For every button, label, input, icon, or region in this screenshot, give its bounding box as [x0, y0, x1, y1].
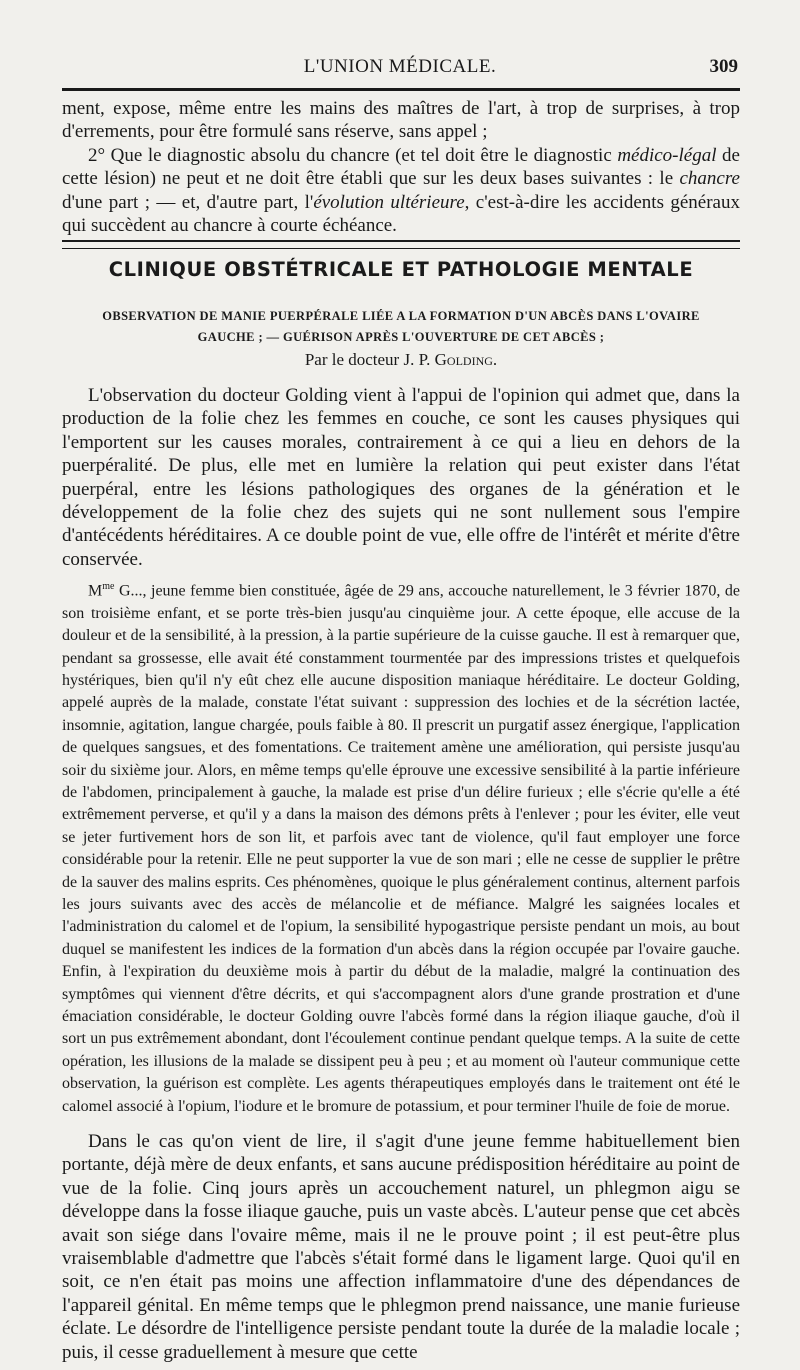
case-block — [62, 576, 740, 1118]
continuation-paragraph-2: 2° Que le diagnostic absolu du chancre (et tel doit être le diagnostic médico-légal de cette lésion) ne peut et ne doit être établi que sur les deux bases suivantes : le chancre d'une part ; — et, d'autre part, l'évolution ultérieure, c'est-à-dire les accidents généraux qui succèdent au chancre à courte échéance. — [62, 144, 740, 237]
observation-title — [62, 306, 740, 348]
continuation-paragraph-1: ment, expose, même entre les mains des maîtres de l'art, à trop de surprises, à trop d'errements, pour être formulé sans réserve, sans appel ; — [62, 98, 740, 143]
section-title: CLINIQUE OBSTÉTRICALE ET PATHOLOGIE MENTALE — [108, 258, 694, 281]
author-name: Golding. — [434, 350, 498, 369]
byline: Par le docteur J. P. Golding. — [304, 350, 498, 369]
running-title: L'UNION MÉDICALE. — [303, 56, 497, 77]
intro-paragraph: L'observation du docteur Golding vient à l'appui de l'opinion qui admet que, dans la production de la folie chez les femmes en couche, ce sont les causes physiques qui l'emportent sur les causes morales, contrairement à ce qui a lieu en dehors de la puerpéralité. De plus, elle met en lumière la relation qui peut exister dans l'état puerpéral, entre les lésions pathologiques des organes de la génération et le développement de la folie chez des sujets qui ne sont nullement sous l'empire d'antécédents héréditaires. A ce double point de vue, elle offre de l'intérêt et mérite d'être conservée. — [62, 385, 740, 570]
intro-block — [62, 384, 740, 571]
discussion-paragraph: Dans le cas qu'on vient de lire, il s'agit d'une jeune femme habituellement bien portante, déjà mère de deux enfants, et sans aucune prédisposition héréditaire au point de vue de la folie. Cinq jours après un accouchement naturel, un phlegmon aigu se développe dans la fosse iliaque gauche, puis un vaste abcès. L'auteur pense que cet abcès avait son siége dans l'ovaire même, mais il ne le prouve point ; il est peut-être plus vraisemblable d'admettre que l'abcès s'était formé dans le ligament large. Quoi qu'il en soit, ce n'en était pas moins une affection inflammatoire d'une des dépendances de l'appareil génital. En même temps que le phlegmon prend naissance, une manie furieuse éclate. Le désordre de l'intelligence persiste pendant toute la durée de la maladie locale ; puis, il cesse graduellement à mesure que cette — [62, 1131, 740, 1363]
observation-title-line-1: OBSERVATION DE MANIE PUERPÉRALE LIÉE A LA FORMATION D'UN ABCÈS DANS L'OVAIRE — [102, 309, 700, 323]
continuation-text — [62, 97, 740, 237]
running-head — [0, 56, 800, 80]
case-paragraph: $M^{me}$ G..., jeune femme bien constituée, âgée de 29 ans, accouche naturellement, le 3 février 1870, de son troisième enfant, et se porte très-bien jusqu'au cinquième jour. A cette époque, elle accuse de la douleur et de la sensibilité, à la pression, à la partie supérieure de la cuisse gauche. Il est à remarquer que, pendant sa grossesse, elle avait été constamment tourmentée par des impressions tristes et quelquefois hystériques, bien qu'il n'y eût chez elle aucune disposition maniaque héréditaire. Le docteur Golding, appelé auprès de la malade, constate l'état suivant : suppression des lochies et de la sécrétion lactée, insomnie, agitation, langue chargée, pouls faible à 80. Il prescrit un purgatif assez énergique, l'application de quelques sangsues, et des fomentations. Ce traitement amène une amélioration, qui persiste jusqu'au soir du sixième jour. Alors, en même temps qu'elle éprouve une excessive sensibilité à la partie inférieure de l'abdomen, principalement à gauche, la malade est prise d'un délire furieux ; elle s'écrie qu'elle a été extrêmement perverse, et qu'il y a dans la maison des démons prêts à l'enlever ; pour les éviter, elle veut se jeter furtivement hors de son lit, et parfois avec tant de violence, qu'il faut employer une force considérable pour la retenir. Elle ne peut supporter la vue de son mari ; elle ne cesse de supplier le prêtre de la sauver des malins esprits. Ces phénomènes, quoique le plus généralement continus, alternent parfois les jours suivants avec des accès de mélancolie et de méfiance. Malgré les saignées locales et l'administration du calomel et de l'opium, la sensibilité hypogastrique persiste pendant un mois, au bout duquel se manifestent les indices de la formation d'un abcès dans la région occupée par l'ovaire gauche. Enfin, à l'expiration du deuxième mois à partir du début de la maladie, malgré la continuation des symptômes qui viennent d'être décrits, et qui s'accompagnent alors d'une grande prostration et d'une émaciation considérable, le docteur Golding ouvre l'abcès formé dans la région iliaque gauche, d'où il sort un pus extrêmement abondant, dont l'écoulement continue pendant quelque temps. A la suite de cette opération, les illusions de la malade se dissipent peu à peu ; et au moment où l'auteur communique cette observation, la guérison est complète. Les agents thérapeutiques employés dans le traitement ont été le calomel associé à l'opium, l'iodure et le bromure de potassium, et pour terminer l'huile de foie de morue. — [62, 581, 740, 1115]
discussion-block — [62, 1130, 740, 1364]
observation-title-line-2: GAUCHE ; — GUÉRISON APRÈS L'OUVERTURE DE CET ABCÈS ; — [197, 330, 605, 344]
header-rule — [62, 88, 740, 91]
page-number: 309 — [709, 56, 738, 77]
section-rule — [62, 240, 740, 249]
